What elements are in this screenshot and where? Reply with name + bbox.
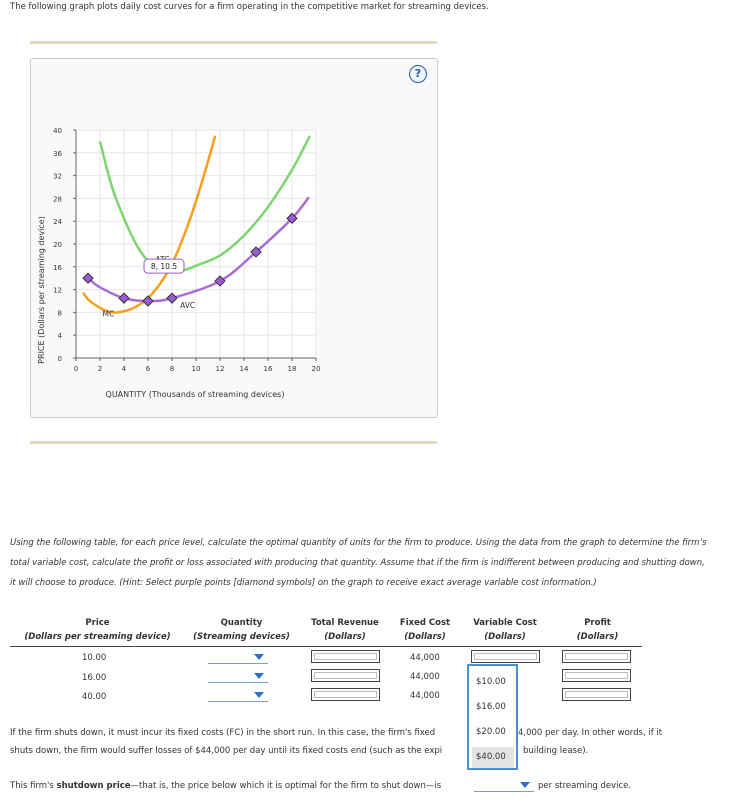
intro-text: The following graph plots daily cost curves for a firm operating in the competitive market for streaming devices. — [10, 2, 489, 12]
shutdown-paragraph-line1a: If the firm shuts down, it must incur its fixed costs (FC) in the short run. In this case, the firm's fixed — [10, 728, 436, 738]
shutdown-paragraph-line2a: shuts down, the firm would suffer losses of $44,000 per day until its fixed costs end (such as the expi — [10, 746, 443, 756]
shutdown-paragraph-line1b: 4,000 per day. In other words, if it — [518, 728, 663, 738]
price-header-sub: (Dollars per streaming device) — [24, 632, 171, 642]
y-axis-label: PRICE (Dollars per streaming device) — [37, 216, 46, 364]
row3-fixed-cost: 44,000 — [410, 691, 440, 701]
quantity-header — [185, 618, 298, 642]
x-tick-label: 4 — [121, 365, 127, 373]
shutdown-paragraph-line2b: building lease). — [523, 746, 589, 756]
help-icon[interactable]: ? — [409, 65, 427, 83]
shutdown-price-prefix: This firm's — [10, 781, 57, 791]
profit-header — [560, 618, 635, 642]
y-tick-label: 32 — [53, 172, 62, 181]
x-tick-label: 16 — [263, 365, 273, 373]
y-tick-label: 8 — [57, 309, 62, 318]
row2-revenue-input[interactable] — [311, 669, 380, 682]
x-tick-label: 10 — [191, 365, 201, 373]
chevron-down-icon — [254, 654, 264, 660]
y-tick-label: 36 — [53, 149, 62, 158]
shutdown-price-sentence — [10, 779, 441, 793]
chevron-down-icon — [254, 673, 264, 679]
variable-cost-header-title: Variable Cost — [473, 618, 537, 628]
y-tick-label: 12 — [53, 286, 62, 295]
variable-cost-header-sub: (Dollars) — [484, 632, 526, 642]
x-tick-label: 6 — [145, 365, 151, 373]
menu-option-10[interactable]: $10.00 — [476, 677, 506, 687]
profit-header-title: Profit — [584, 618, 611, 628]
chevron-down-icon — [520, 782, 530, 788]
row3-quantity-dropdown[interactable] — [208, 689, 268, 702]
x-tick-label: 12 — [215, 365, 225, 373]
bottom-divider — [30, 441, 437, 444]
row1-fixed-cost: 44,000 — [410, 653, 440, 663]
fixed-cost-header-title: Fixed Cost — [399, 618, 451, 628]
instructions-text — [10, 533, 710, 593]
x-axis-label: QUANTITY (Thousands of streaming devices) — [105, 390, 285, 399]
row1-price: 10.00 — [82, 653, 107, 663]
fixed-cost-header — [390, 618, 460, 642]
shutdown-price-middle: —that is, the price below which it is optimal for the firm to shut down—is — [130, 781, 442, 791]
row1-variable-cost-input[interactable] — [471, 650, 540, 663]
shutdown-price-dropdown[interactable] — [474, 779, 534, 792]
x-tick-label: 14 — [239, 365, 249, 373]
revenue-header-title: Total Revenue — [311, 618, 379, 628]
point-tooltip-text: 8, 10.5 — [150, 262, 178, 272]
revenue-header — [305, 618, 385, 642]
shutdown-price-suffix: per streaming device. — [538, 781, 632, 791]
y-tick-label: 24 — [53, 218, 62, 227]
menu-option-16[interactable]: $16.00 — [476, 702, 506, 712]
y-tick-label: 0 — [57, 355, 62, 363]
x-tick-label: 20 — [311, 365, 321, 373]
row1-profit-input[interactable] — [562, 650, 631, 663]
menu-option-20[interactable]: $20.00 — [476, 727, 506, 737]
price-header-title: Price — [85, 618, 110, 628]
variable-cost-dropdown-menu[interactable] — [467, 664, 518, 770]
instructions-body: Using the following table, for each price level, calculate the optimal quantity of units for the firm to produce. Using the data from the graph to determine the firm’s total variable cost, calculate the profit or loss associated with producing that quantity. Assume that if the firm is indifferent between producing and shutting down, it will choose to produce. (Hint: Select purple points [diamond symbols] on the graph to receive exact average variable cost information.) — [10, 538, 707, 588]
mc-label: MC — [102, 309, 115, 319]
chevron-down-icon — [254, 692, 264, 698]
row2-profit-input[interactable] — [562, 669, 631, 682]
profit-header-sub: (Dollars) — [576, 632, 619, 642]
y-tick-label: 28 — [53, 195, 62, 204]
y-tick-label: 20 — [53, 241, 62, 249]
menu-option-40[interactable]: $40.00 — [472, 747, 514, 768]
x-tick-label: 2 — [97, 365, 103, 373]
shutdown-price-term: shutdown price — [56, 781, 131, 791]
quantity-header-sub: (Streaming devices) — [193, 632, 290, 642]
x-tick-label: 0 — [73, 365, 79, 373]
y-tick-label: 16 — [53, 263, 62, 272]
row3-profit-input[interactable] — [562, 688, 631, 701]
avc-label: AVC — [180, 300, 196, 310]
top-divider — [30, 41, 437, 44]
row3-revenue-input[interactable] — [311, 688, 380, 701]
x-tick-label: 8 — [169, 365, 175, 373]
y-tick-label: 4 — [57, 332, 62, 341]
row1-revenue-input[interactable] — [311, 650, 380, 663]
row2-quantity-dropdown[interactable] — [208, 670, 268, 683]
row3-price: 40.00 — [82, 692, 107, 702]
cost-curves-chart[interactable] — [30, 100, 340, 410]
quantity-header-title: Quantity — [220, 618, 263, 628]
row2-price: 16.00 — [82, 673, 107, 683]
variable-cost-header — [465, 618, 545, 642]
row2-fixed-cost: 44,000 — [410, 672, 440, 682]
revenue-header-sub: (Dollars) — [324, 632, 366, 642]
table-header-rule — [10, 646, 642, 647]
y-tick-label: 40 — [53, 127, 62, 135]
price-header — [10, 618, 185, 642]
row1-quantity-dropdown[interactable] — [208, 651, 268, 664]
x-tick-label: 18 — [287, 365, 297, 373]
fixed-cost-header-sub: (Dollars) — [404, 632, 446, 642]
